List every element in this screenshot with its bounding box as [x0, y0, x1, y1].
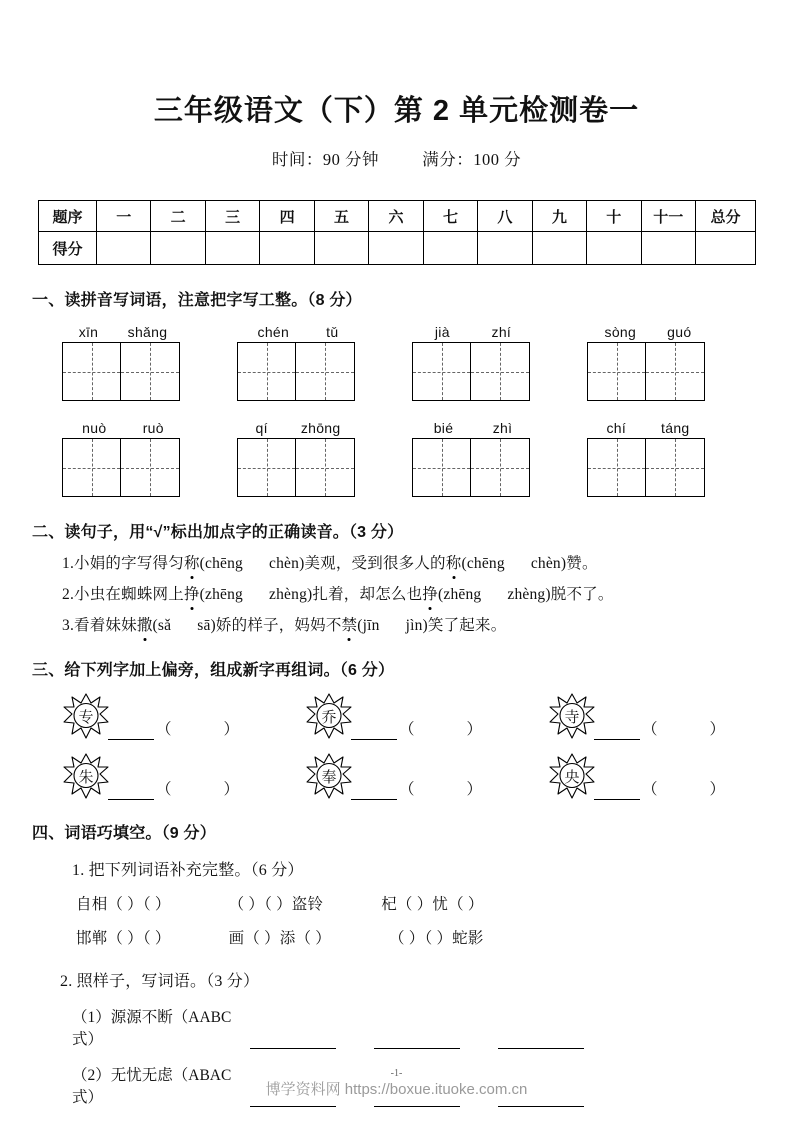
score-col-3: 三: [205, 201, 259, 232]
pinyin-option[interactable]: (jīn: [357, 617, 380, 634]
tianzige-7[interactable]: [412, 438, 587, 497]
score-col-6: 六: [369, 201, 423, 232]
tianzige-cell[interactable]: [471, 438, 530, 497]
tianzige-cell[interactable]: [587, 342, 646, 401]
starburst-icon: [548, 752, 596, 800]
sentence-number: 2.: [62, 586, 75, 603]
pinyin-label-8: [589, 420, 707, 436]
flower-char: 寺: [564, 709, 580, 726]
score-cell-5[interactable]: [314, 232, 368, 265]
tianzige-cell[interactable]: [412, 342, 471, 401]
pinyin-option[interactable]: sā): [197, 617, 216, 634]
pinyin-syllable: nuò: [82, 420, 107, 436]
flower-item-5: [305, 752, 548, 800]
starburst-icon: [62, 752, 110, 800]
sentence-number: 1.: [62, 555, 75, 572]
pinyin-syllable: chén: [257, 324, 290, 340]
score-col-9: 九: [532, 201, 586, 232]
score-cell-10[interactable]: [587, 232, 641, 265]
pinyin-item-1: [62, 324, 237, 401]
starburst-icon: [62, 692, 110, 740]
pinyin-label-7: [414, 420, 532, 436]
dotted-char: 挣: [183, 586, 200, 603]
answer-blank[interactable]: [374, 1034, 460, 1049]
pinyin-item-3: [412, 324, 587, 401]
flower-item-6: [548, 752, 791, 800]
tianzige-cell[interactable]: [62, 342, 121, 401]
tianzige-8[interactable]: [587, 438, 762, 497]
pinyin-syllable: sòng: [604, 324, 637, 340]
idiom-row-2: [76, 926, 793, 948]
idiom-blank[interactable]: 邯郸（ ）（ ）: [76, 930, 171, 947]
idiom-row-1: [76, 892, 793, 914]
tianzige-5[interactable]: [62, 438, 237, 497]
starburst-icon: [548, 692, 596, 740]
pinyin-label-3: [414, 324, 532, 340]
pinyin-label-5: [64, 420, 182, 436]
dotted-char: 称: [183, 555, 200, 572]
word-paren[interactable]: （ ）: [156, 721, 240, 738]
section-4-heading: 四、词语巧填空。（9 分）: [32, 825, 216, 842]
pinyin-syllable: chí: [606, 420, 627, 436]
pinyin-label-1: [64, 324, 182, 340]
pinyin-syllable: táng: [661, 420, 690, 436]
answer-blank[interactable]: [498, 1034, 584, 1049]
score-col-11: 十一: [641, 201, 695, 232]
tianzige-1[interactable]: [62, 342, 237, 401]
sentence-number: 3.: [62, 617, 75, 634]
dotted-char: 称: [445, 555, 462, 572]
word-paren[interactable]: （ ）: [399, 721, 483, 738]
flower-item-1: [62, 692, 305, 740]
flower-item-2: [305, 692, 548, 740]
score-table-value-row: [39, 232, 756, 265]
page-number: -1-: [390, 1068, 403, 1079]
answer-blank[interactable]: [250, 1034, 336, 1049]
pinyin-syllable: ruò: [142, 420, 164, 436]
score-cell-7[interactable]: [423, 232, 477, 265]
score-col-4: 四: [260, 201, 314, 232]
sentence-text: 娇的样子，妈妈不: [215, 617, 342, 634]
pinyin-label-4: [589, 324, 707, 340]
sentence-2: [62, 582, 793, 604]
score-table-header-row: [39, 201, 756, 232]
section-1-heading: 一、读拼音写词语，注意把字写工整。（8 分）: [32, 292, 362, 309]
pinyin-syllable: zhí: [491, 324, 512, 340]
new-char-blank[interactable]: [108, 726, 154, 740]
pinyin-option[interactable]: zhèng): [507, 586, 551, 603]
flower-char: 央: [564, 769, 580, 786]
pinyin-row-1: [62, 324, 793, 401]
score-cell-11[interactable]: [641, 232, 695, 265]
time-label: 时间：90 分钟: [271, 150, 379, 169]
pinyin-syllable: shǎng: [127, 324, 168, 340]
pinyin-label-6: [239, 420, 357, 436]
sentence-text: 美观，受到很多人的: [304, 555, 446, 572]
tianzige-cell[interactable]: [646, 438, 705, 497]
score-col-2: 二: [151, 201, 205, 232]
flower-row-1: [62, 692, 793, 740]
sentence-text: 看着妹妹: [74, 617, 137, 634]
pinyin-syllable: jià: [434, 324, 450, 340]
example-blanks-1: [250, 1034, 584, 1049]
new-char-blank[interactable]: [594, 786, 640, 800]
score-total-label: 总分: [696, 201, 756, 232]
pinyin-item-5: [62, 420, 237, 497]
tianzige-cell[interactable]: [62, 438, 121, 497]
tianzige-2[interactable]: [237, 342, 412, 401]
exam-meta: [0, 146, 793, 170]
pinyin-option[interactable]: jìn): [405, 617, 428, 634]
flower-row-2: [62, 752, 793, 800]
tianzige-4[interactable]: [587, 342, 762, 401]
pinyin-syllable: qí: [255, 420, 268, 436]
pinyin-syllable: guó: [667, 324, 692, 340]
score-table: [38, 200, 756, 265]
idiom-blank[interactable]: 画（ ）添（ ）: [228, 930, 331, 947]
pinyin-syllable: zhì: [492, 420, 513, 436]
pinyin-option[interactable]: (chēng: [199, 555, 244, 572]
idiom-blank[interactable]: （ ）（ ）盗铃: [228, 896, 324, 913]
pinyin-option[interactable]: zhèng): [269, 586, 313, 603]
new-char-blank[interactable]: [108, 786, 154, 800]
tianzige-cell[interactable]: [646, 342, 705, 401]
sentence-text: 扎着，却怎么也: [312, 586, 423, 603]
score-col-7: 七: [423, 201, 477, 232]
section-4-sub1-heading: 1. 把下列词语补充完整。（6 分）: [72, 862, 304, 879]
tianzige-cell[interactable]: [237, 342, 296, 401]
word-paren[interactable]: （ ）: [156, 781, 240, 798]
sentence-1: [62, 551, 793, 573]
pinyin-item-7: [412, 420, 587, 497]
pinyin-option[interactable]: (chēng: [461, 555, 505, 572]
score-col-1: 一: [97, 201, 151, 232]
tianzige-cell[interactable]: [296, 438, 355, 497]
sentence-text: 赞。: [566, 555, 598, 572]
section-2-heading: 二、读句子，用“√”标出加点字的正确读音。（3 分）: [32, 524, 404, 541]
idiom-blank[interactable]: 自相（ ）（ ）: [76, 896, 171, 913]
tianzige-cell[interactable]: [587, 438, 646, 497]
pinyin-syllable: tǔ: [326, 324, 339, 340]
tianzige-cell[interactable]: [121, 438, 180, 497]
word-paren[interactable]: （ ）: [399, 781, 483, 798]
sentence-3: [62, 613, 793, 635]
full-score-label: 满分：100 分: [422, 150, 522, 169]
idiom-blank[interactable]: 杞（ ）忧（ ）: [381, 896, 484, 913]
sentence-text: 小虫在蜘蛛网上: [74, 586, 184, 603]
score-col-10: 十: [587, 201, 641, 232]
flower-char: 奉: [321, 769, 337, 786]
tianzige-cell[interactable]: [237, 438, 296, 497]
pinyin-option[interactable]: (zhēng: [199, 586, 244, 603]
sentence-text: 脱不了。: [550, 586, 614, 603]
pinyin-option[interactable]: chèn): [269, 555, 305, 572]
word-paren[interactable]: （ ）: [642, 781, 726, 798]
sentence-text: 小娟的字写得匀: [74, 555, 184, 572]
tianzige-3[interactable]: [412, 342, 587, 401]
pinyin-syllable: zhōng: [300, 420, 341, 436]
pinyin-item-6: [237, 420, 412, 497]
tianzige-cell[interactable]: [121, 342, 180, 401]
score-cell-total[interactable]: [696, 232, 756, 265]
score-table-row-label-1: 题序: [39, 201, 97, 232]
flower-char: 朱: [78, 769, 94, 786]
score-col-5: 五: [314, 201, 368, 232]
tianzige-cell[interactable]: [471, 342, 530, 401]
score-cell-3[interactable]: [205, 232, 259, 265]
pinyin-label-2: [239, 324, 357, 340]
score-cell-8[interactable]: [478, 232, 532, 265]
pinyin-syllable: bié: [433, 420, 454, 436]
score-cell-1[interactable]: [97, 232, 151, 265]
pinyin-option[interactable]: (zhēng: [438, 586, 482, 603]
pinyin-option[interactable]: chèn): [530, 555, 567, 572]
pinyin-syllable: xīn: [78, 324, 99, 340]
watermark: 博学资料网 https://boxue.ituoke.com.cn: [265, 1081, 528, 1098]
new-char-blank[interactable]: [351, 726, 397, 740]
score-cell-6[interactable]: [369, 232, 423, 265]
dotted-char: 撒: [136, 617, 153, 634]
example-label: （1）源源不断（AABC 式）: [72, 1009, 232, 1048]
score-cell-9[interactable]: [532, 232, 586, 265]
score-cell-2[interactable]: [151, 232, 205, 265]
flower-item-4: [62, 752, 305, 800]
tianzige-cell[interactable]: [296, 342, 355, 401]
pinyin-item-4: [587, 324, 762, 401]
pinyin-item-8: [587, 420, 762, 497]
dotted-char: 禁: [341, 617, 358, 634]
section-4-sub2-heading: 2. 照样子，写词语。（3 分）: [60, 973, 260, 990]
idiom-blank[interactable]: （ ）（ ）蛇影: [388, 930, 484, 947]
flower-char: 乔: [321, 709, 337, 726]
new-char-blank[interactable]: [594, 726, 640, 740]
new-char-blank[interactable]: [351, 786, 397, 800]
starburst-icon: [305, 752, 353, 800]
page-title: 三年级语文（下）第 2 单元检测卷一: [153, 95, 640, 127]
score-table-wrapper: [38, 200, 755, 265]
dotted-char: 挣: [422, 586, 438, 603]
tianzige-cell[interactable]: [412, 438, 471, 497]
pinyin-option[interactable]: (sǎ: [152, 617, 172, 634]
example-label: （2）无忧无虑（ABAC 式）: [72, 1067, 232, 1106]
score-table-row-label-2: 得分: [39, 232, 97, 265]
flower-item-3: [548, 692, 791, 740]
pinyin-row-2: [62, 420, 793, 497]
sentence-text: 笑了起来。: [427, 617, 507, 634]
word-paren[interactable]: （ ）: [642, 721, 726, 738]
flower-char: 专: [78, 709, 94, 726]
score-cell-4[interactable]: [260, 232, 314, 265]
tianzige-6[interactable]: [237, 438, 412, 497]
score-col-8: 八: [478, 201, 532, 232]
pinyin-item-2: [237, 324, 412, 401]
example-row-1: [72, 1005, 793, 1049]
starburst-icon: [305, 692, 353, 740]
section-3-heading: 三、给下列字加上偏旁，组成新字再组词。（6 分）: [32, 662, 395, 679]
